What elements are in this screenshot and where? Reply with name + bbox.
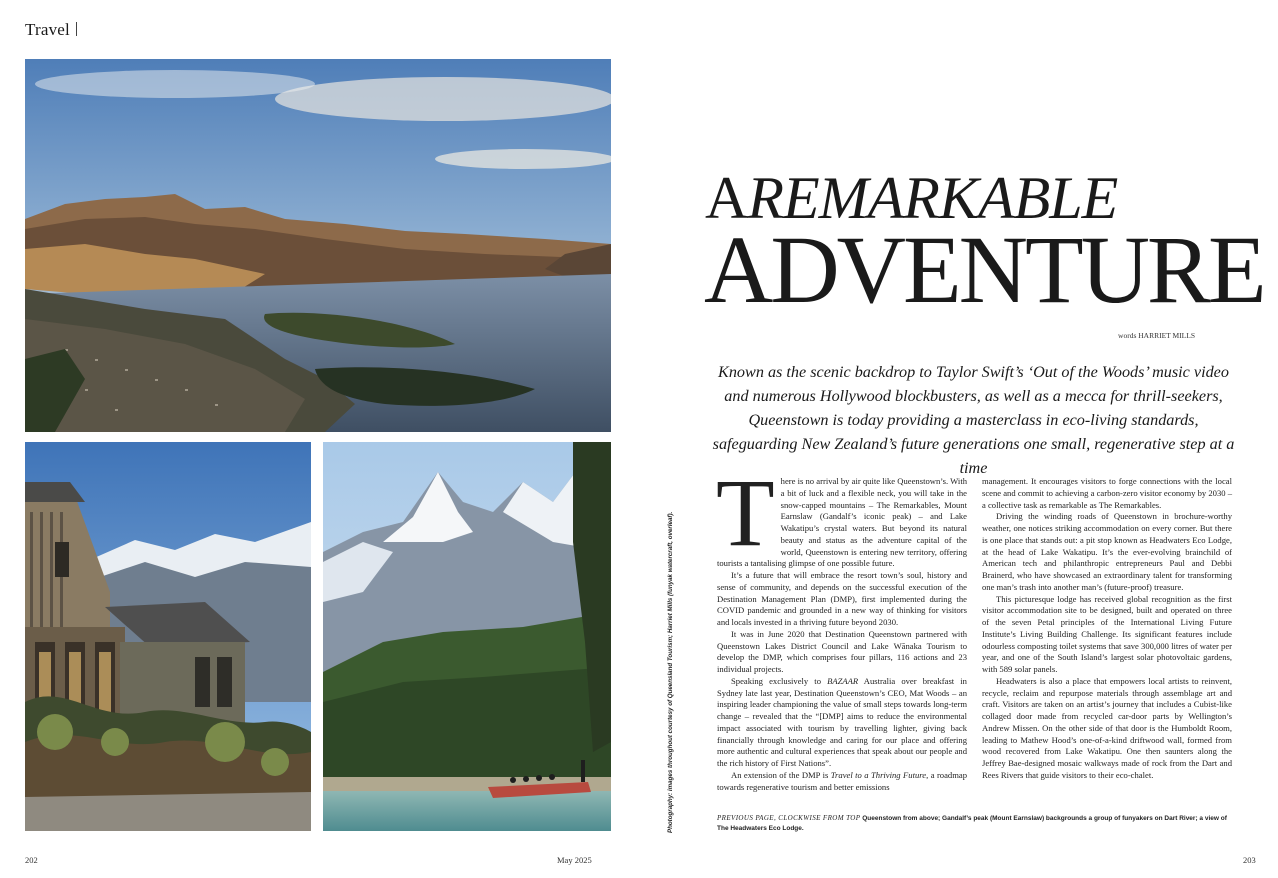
photo-caption: PREVIOUS PAGE, CLOCKWISE FROM TOP Queenstown from above; Gandalf’s peak (Mount Earnslaw) backgrounds a group of funyakers on Dart River; a view of The Headwaters Eco Lodge. — [717, 814, 1227, 832]
body-paragraph: Driving the winding roads of Queenstown in brochure-worthy weather, one notices striking accommodation on every corner. But there is one place that stands out: a pit stop known as Headwaters Eco Lodge, at the head of Lake Wakatipu. It’s the ever-evolving brainchild of American tech and philanthropic entrepreneurs Paul and Debbi Brainerd, who have showcased an extraordinary talent for transforming one man’s trash into another man’s (future-proof) treasure. — [982, 511, 1232, 592]
photo-credit: Photography: images throughout courtesy of Queensland Tourism; Harriet Mills (funyak watercraft, overleaf). — [667, 511, 674, 833]
issue-date: May 2025 — [557, 855, 592, 865]
body-paragraph: It’s a future that will embrace the resort town’s soul, history and sense of community, and depends on the successful execution of the Destination Management Plan (DMP), first implemented during the COVID pandemic and grounded in a new way of thinking for visitors and locals invested in a thriving future beyond 2030. — [717, 570, 967, 627]
headline-line-2: ADVENTURE — [704, 216, 1264, 323]
body-paragraph: Speaking exclusively to BAZAAR Australia over breakfast in Sydney late last year, Destination Queenstown’s CEO, Mat Woods – an inspiring leader championing the value of small steps towards long-term change – revealed that the “[DMP] aims to reduce the environmental impact associated with tourism by travelling lighter, giving back financially through knowledge and caring for our place and offering more authentic and cultural experiences that speak about our people and the rich history of First Nations”. — [717, 675, 967, 768]
drop-cap: T — [716, 459, 775, 566]
section-label: Travel — [25, 20, 77, 40]
body-column-1 — [716, 459, 968, 793]
body-paragraph: Headwaters is also a place that empowers local artists to reinvent, recycle, reclaim and repurpose materials through assemblage art and craft. Visitors are taken on an artist’s journey that includes a Cubist-like collaged door made from recycled car-door parts by Wellington’s Andrew Missen. On the other side of that door is the Humboldt Room, leading to Mathew Hood’s one-of-a-kind driftwood wall, formed from wood recovered from Lake Wakatipu. One then saunters along the Jeffrey Bae-designed mosaic walkways made of rock from the Dart and Rees Rivers that guide visitors to their eco-chalet. — [982, 675, 1232, 780]
body-paragraph: It was in June 2020 that Destination Queenstown partnered with Queenstown Lakes District Council and Lake Wānaka Tourism to develop the DMP, which comprises four pillars, 116 actions and 23 individual projects. — [717, 628, 967, 674]
body-paragraph: An extension of the DMP is Travel to a Thriving Future, a roadmap towards regenerative tourism and better emissions — [717, 769, 968, 792]
body-paragraph: management. It encourages visitors to forge connections with the local scene and commit to achieving a carbon-zero visitor economy by 2030 – a collective task as remarkable as The Remarkables. — [982, 476, 1232, 510]
photo-queenstown-aerial — [25, 59, 611, 432]
standfirst: Known as the scenic backdrop to Taylor Swift’s ‘Out of the Woods’ music video and numerous Hollywood blockbusters, as well as a mecca for thrill-seekers, Queenstown is today providing a masterclass in eco-living standards, safeguarding New Zealand’s future generations one small, regenerative step at a time — [712, 363, 1235, 477]
body-paragraph: This picturesque lodge has received global recognition as the first visitor accommodation site to be designed, built and operated on three of the seven Petal principles of the International Living Future Institute’s Living Building Challenge. Its significant features include odourless composting toilet systems that save 300,000 litres of water per year, and one of the South Island’s largest solar photovoltaic gardens, with 589 solar panels. — [982, 593, 1232, 674]
body-paragraph: There is no arrival by air quite like Queenstown’s. With a bit of luck and a flexible neck, you will take in the snow-capped mountains – The Remarkables, Mount Earnslaw (Gandalf’s iconic peak) – and Lake Wakatipu’s crystal waters. But beyond its natural beauty and status as the adventure capital of the world, Queenstown is entering new territory, offering tourists a tantalising glimpse of one possible future. — [716, 459, 967, 569]
body-column-2 — [982, 476, 1232, 782]
page-number-right: 203 — [1243, 855, 1256, 865]
photo-mount-earnslaw-dart-river — [323, 442, 611, 831]
page-number-left: 202 — [25, 855, 38, 865]
section-divider — [76, 22, 77, 36]
byline: words HARRIET MILLS — [1118, 331, 1195, 340]
headline-line-1: AREMARKABLE — [705, 165, 1118, 231]
photo-headwaters-lodge — [25, 442, 311, 831]
